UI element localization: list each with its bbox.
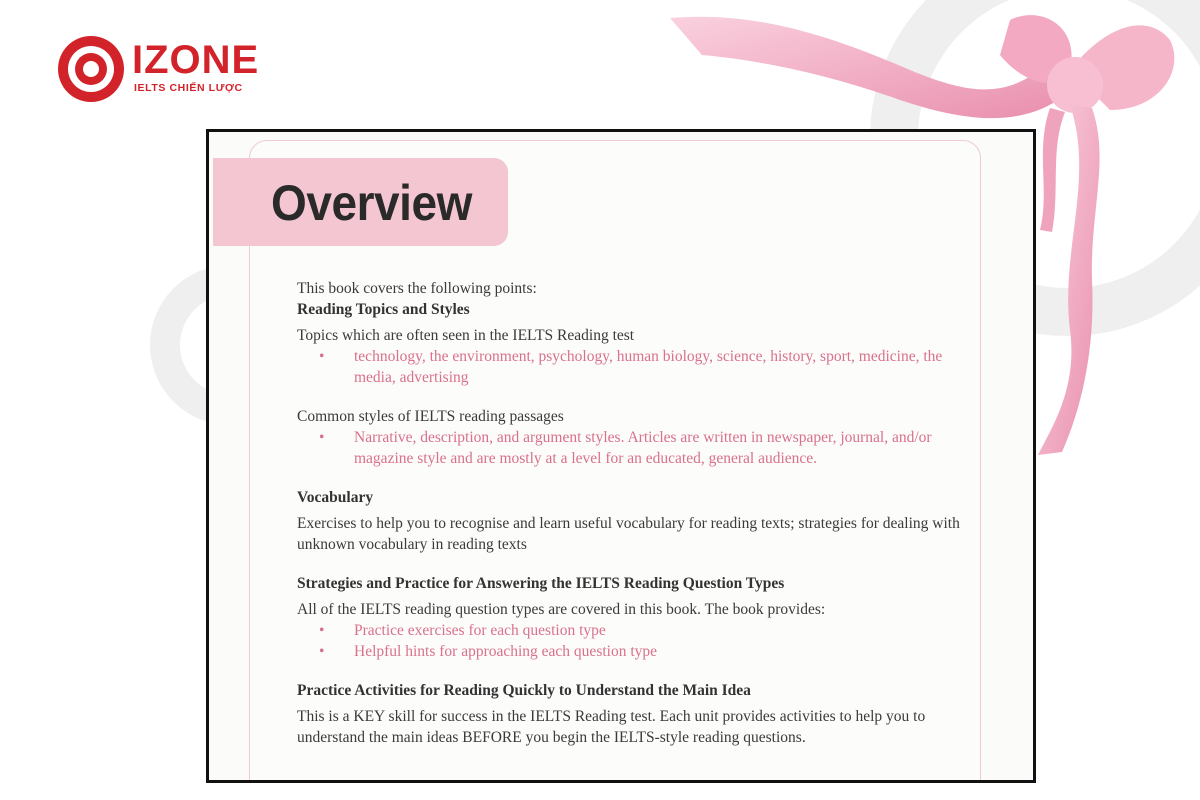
document-frame bbox=[206, 129, 1036, 783]
bullet-icon: • bbox=[319, 429, 325, 446]
section-heading: Strategies and Practice for Answering the IELTS Reading Question Types bbox=[297, 575, 785, 592]
list-item bbox=[297, 427, 965, 469]
izone-target-icon bbox=[56, 34, 126, 104]
list-item bbox=[297, 346, 965, 388]
bullet-text: Practice exercises for each question type bbox=[354, 622, 606, 639]
bullet-list bbox=[297, 620, 965, 662]
brand-name: IZONE bbox=[132, 38, 260, 82]
document-content bbox=[297, 278, 965, 748]
bullet-icon: • bbox=[319, 348, 325, 365]
section-heading: Vocabulary bbox=[297, 489, 374, 506]
bullet-text: Helpful hints for approaching each question type bbox=[354, 643, 658, 660]
bullet-icon: • bbox=[319, 622, 325, 639]
bullet-text: Narrative, description, and argument styles. Articles are written in newspaper, journal, and/or magazine style and are mostly at a level for an educated, general audience. bbox=[354, 429, 932, 467]
brand-tagline: IELTS CHIẾN LƯỢC bbox=[134, 82, 243, 94]
section-text: Exercises to help you to recognise and learn useful vocabulary for reading texts; strategies for dealing with unknown vocabulary in reading texts bbox=[297, 515, 960, 553]
section-text: Topics which are often seen in the IELTS Reading test bbox=[297, 327, 635, 344]
section-text: All of the IELTS reading question types are covered in this book. The book provides: bbox=[297, 601, 826, 618]
intro-text: This book covers the following points: bbox=[297, 280, 537, 297]
bullet-icon: • bbox=[319, 643, 325, 660]
page-title: Overview bbox=[271, 175, 472, 231]
section-heading: Practice Activities for Reading Quickly to Understand the Main Idea bbox=[297, 682, 751, 699]
bullet-list bbox=[297, 346, 965, 388]
bullet-text: technology, the environment, psychology, human biology, science, history, sport, medicine, the media, advertising bbox=[354, 348, 943, 386]
list-item bbox=[297, 620, 965, 641]
section-text: Common styles of IELTS reading passages bbox=[297, 408, 564, 425]
izone-logo bbox=[56, 34, 260, 106]
list-item bbox=[297, 641, 965, 662]
section-heading: Reading Topics and Styles bbox=[297, 301, 470, 318]
section-text: This is a KEY skill for success in the IELTS Reading test. Each unit provides activities to help you to understand the main ideas BEFORE you begin the IELTS-style reading questions. bbox=[297, 708, 926, 746]
bullet-list bbox=[297, 427, 965, 469]
